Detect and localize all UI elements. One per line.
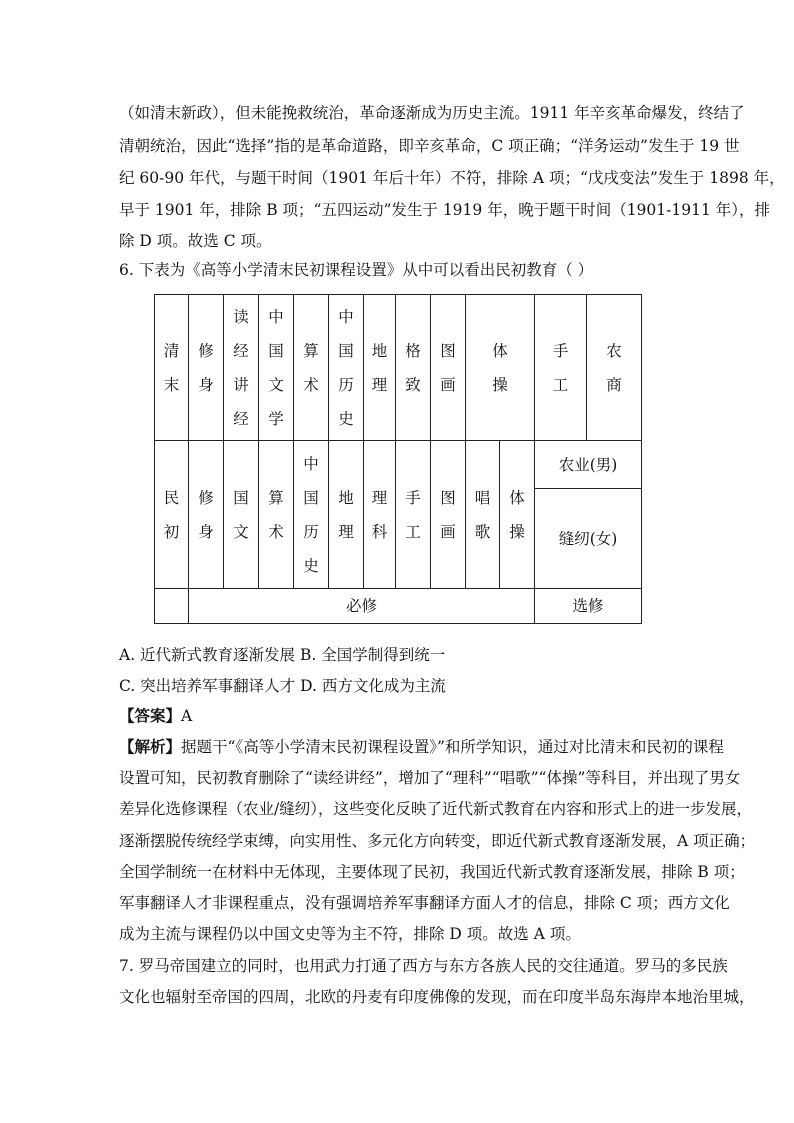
analysis-line-1 bbox=[119, 737, 724, 757]
analysis-line-3: 差异化选修课程（农业/缝纫），这些变化反映了近代新式教育在内容和形式上的进一步发展， bbox=[119, 800, 752, 818]
question7-line-1: 7. 罗马帝国建立的同时，也用武力打通了西方与东方各族人民的交往通道。罗马的多民族 bbox=[119, 957, 728, 975]
answer-value: A bbox=[181, 707, 193, 725]
analysis-line-6: 军事翻译人才非课程重点，没有强调培养军事翻译方面人才的信息，排除 C 项；西方文化 bbox=[119, 894, 730, 912]
course-cell: 读经讲经 bbox=[224, 295, 259, 441]
course-cell: 手工 bbox=[396, 441, 431, 589]
course-cell: 修身 bbox=[189, 441, 224, 589]
intro-line-4: 早于 1901 年，排除 B 项；“五四运动”发生于 1919 年，晚于题干时间（1901-1911 年），排 bbox=[119, 201, 771, 219]
course-cell: 国文 bbox=[224, 441, 259, 589]
course-cell: 中国历史 bbox=[329, 295, 364, 441]
intro-line-1: （如清末新政），但未能挽救统治，革命逐渐成为历史主流。1911 年辛亥革命爆发，终结了 bbox=[119, 104, 745, 122]
category-row bbox=[155, 589, 642, 624]
course-cell: 手工 bbox=[535, 295, 587, 441]
question6-stem: 6. 下表为《高等小学清末民初课程设置》从中可以看出民初教育（ ） bbox=[119, 261, 594, 279]
required-cell: 必修 bbox=[189, 589, 535, 624]
analysis-line-4: 逐渐摆脱传统经学束缚，向实用性、多元化方向转变，即近代新式教育逐渐发展，A 项正确； bbox=[119, 832, 756, 850]
course-cell: 中国文学 bbox=[259, 295, 294, 441]
elective-cell-1: 农业(男) bbox=[535, 441, 642, 489]
question7-line-2: 文化也辐射至帝国的四周，北欧的丹麦有印度佛像的发现，而在印度半岛东海岸本地治里城， bbox=[119, 988, 755, 1006]
answer-tag: 【答案】 bbox=[119, 706, 182, 725]
options-line-1: A. 近代新式教育逐渐发展 B. 全国学制得到统一 bbox=[119, 646, 446, 664]
course-cell: 唱歌 bbox=[466, 441, 500, 589]
course-cell: 算术 bbox=[294, 295, 329, 441]
analysis-tag: 【解析】 bbox=[119, 737, 182, 756]
analysis-line-2: 设置可知，民初教育删除了“读经讲经”，增加了“理科”“唱歌”“体操”等科目，并出现了男女 bbox=[119, 769, 741, 787]
qingmo-row bbox=[155, 295, 642, 441]
course-cell: 格致 bbox=[396, 295, 431, 441]
analysis-line-7: 成为主流与课程仍以中国文史等为主不符，排除 D 项。故选 A 项。 bbox=[119, 925, 581, 943]
empty-cell bbox=[155, 589, 189, 624]
analysis-line-5: 全国学制统一在材料中无体现，主要体现了民初，我国近代新式教育逐渐发展，排除 B 项； bbox=[119, 863, 745, 881]
course-table bbox=[154, 294, 642, 624]
course-cell: 理科 bbox=[364, 441, 396, 589]
course-cell: 算术 bbox=[259, 441, 294, 589]
course-cell: 地理 bbox=[364, 295, 396, 441]
analysis-text: 据题干“《高等小学清末民初课程设置》”和所学知识，通过对比清末和民初的课程 bbox=[181, 738, 724, 756]
course-cell: 体操 bbox=[500, 441, 535, 589]
options-line-2: C. 突出培养军事翻译人才 D. 西方文化成为主流 bbox=[119, 677, 446, 695]
minchu-row bbox=[155, 441, 642, 489]
qingmo-label: 清末 bbox=[155, 295, 189, 441]
course-cell: 农商 bbox=[587, 295, 642, 441]
intro-line-5: 除 D 项。故选 C 项。 bbox=[119, 232, 272, 250]
answer-line bbox=[119, 706, 192, 726]
minchu-label: 民初 bbox=[155, 441, 189, 589]
course-cell: 修身 bbox=[189, 295, 224, 441]
elective-label-cell: 选修 bbox=[535, 589, 642, 624]
course-cell: 中国历史 bbox=[294, 441, 329, 589]
course-cell: 地理 bbox=[329, 441, 364, 589]
elective-cell-2: 缝纫(女) bbox=[535, 489, 642, 589]
course-cell: 图画 bbox=[431, 295, 466, 441]
course-cell: 体操 bbox=[466, 295, 535, 441]
intro-line-2: 清朝统治，因此“选择”指的是革命道路，即辛亥革命，C 项正确；“洋务运动”发生于 19 世 bbox=[119, 137, 740, 155]
course-cell: 图画 bbox=[431, 441, 466, 589]
intro-line-3: 纪 60-90 年代，与题干时间（1901 年后十年）不符，排除 A 项；“戊戌变法”发生于 1898 年， bbox=[119, 169, 785, 187]
